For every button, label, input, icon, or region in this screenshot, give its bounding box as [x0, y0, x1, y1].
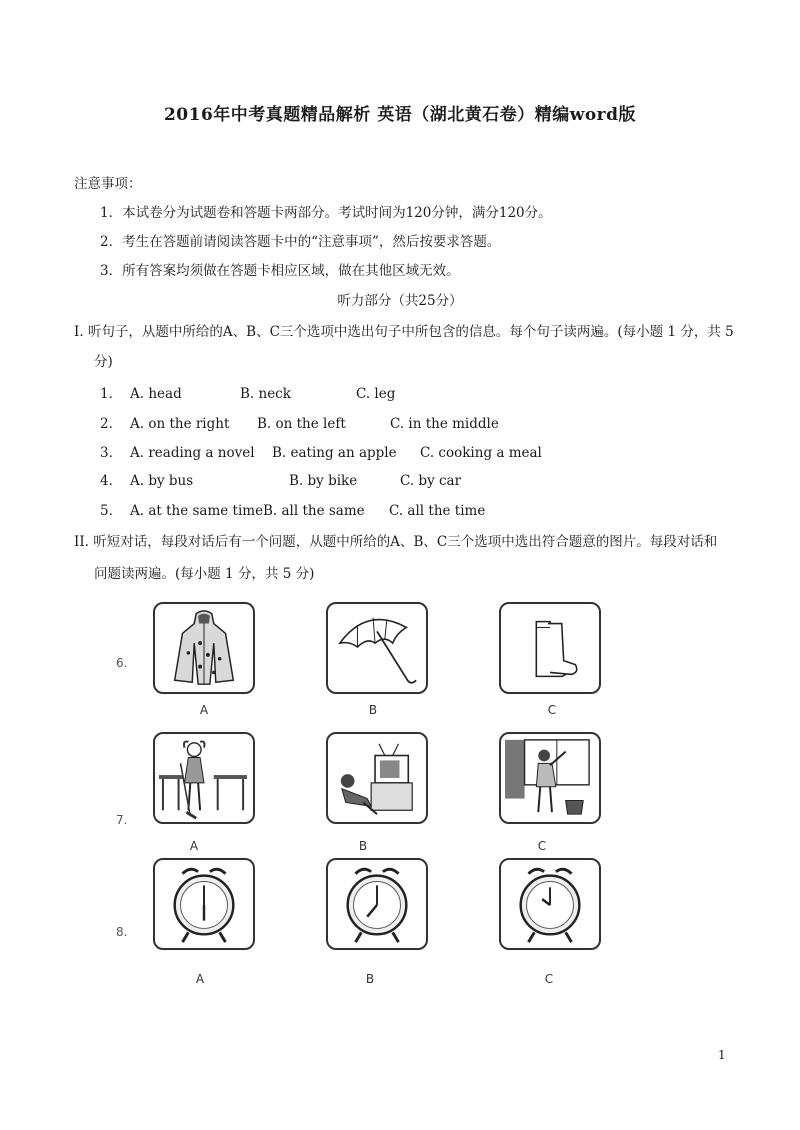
option-8a-picture — [153, 858, 255, 950]
section1-instruction-line1: I. 听句子，从题中所给的A、B、C三个选项中选出句子中所包含的信息。每个句子读两遍。(每小题 1 分，共 5 — [74, 324, 734, 340]
document-title: 2016年中考真题精品解析 英语（湖北黄石卷）精编word版 — [163, 105, 637, 125]
page-number: 1 — [718, 1048, 726, 1062]
note-item-3: 3．所有答案均须做在答题卡相应区域，做在其他区域无效。 — [100, 263, 460, 279]
option-7c-picture — [499, 732, 601, 824]
option-7a-label: A — [189, 839, 199, 853]
option-6a-label: A — [199, 703, 209, 717]
option-7a-picture — [153, 732, 255, 824]
girl-watching-tv-icon — [328, 734, 426, 822]
option-8c-label: C — [544, 972, 554, 986]
question-8-label: 8. — [116, 925, 128, 939]
option-8c-picture — [499, 858, 601, 950]
question-number: 4． — [100, 473, 123, 489]
option-7c-label: C — [537, 839, 547, 853]
question-number: 2． — [100, 416, 123, 432]
section2-instruction-line1: II. 听短对话，每段对话后有一个问题，从题中所给的A、B、C三个选项中选出符合题意的图片。每段对话和 — [74, 534, 718, 550]
listening-heading: 听力部分（共25分） — [337, 293, 463, 309]
option-b: B. neck — [240, 386, 291, 402]
girl-sweeping-icon — [155, 734, 253, 822]
option-7b-label: B — [358, 839, 368, 853]
option-b: B. all the same — [263, 503, 365, 519]
option-b: B. by bike — [289, 473, 358, 489]
question-number: 3． — [100, 445, 123, 461]
option-8b-label: B — [365, 972, 375, 986]
option-6c-picture — [499, 602, 601, 694]
note-item-1: 1．本试卷分为试题卷和答题卡两部分。考试时间为120分钟，满分120分。 — [100, 205, 552, 221]
option-7b-picture — [326, 732, 428, 824]
alarm-clock-icon — [501, 860, 599, 948]
option-6c-label: C — [547, 703, 557, 717]
section1-instruction-line2: 分) — [94, 354, 113, 370]
option-8a-label: A — [195, 972, 205, 986]
option-b: B. eating an apple — [272, 445, 397, 461]
option-c: C. cooking a meal — [420, 445, 542, 461]
notes-heading: 注意事项： — [74, 176, 142, 192]
question-number: 1． — [100, 386, 123, 402]
option-a: A. by bus — [130, 473, 194, 489]
note-item-2: 2．考生在答题前请阅读答题卡中的“注意事项”，然后按要求答题。 — [100, 234, 501, 250]
option-c: C. all the time — [389, 503, 486, 519]
rain-boots-icon — [501, 604, 599, 692]
question-7-label: 7. — [116, 813, 128, 827]
option-6a-picture — [153, 602, 255, 694]
option-a: A. reading a novel — [130, 445, 255, 461]
girl-cleaning-window-icon — [501, 734, 599, 822]
option-6b-picture — [326, 602, 428, 694]
alarm-clock-icon — [328, 860, 426, 948]
alarm-clock-icon — [155, 860, 253, 948]
option-b: B. on the left — [257, 416, 346, 432]
option-6b-label: B — [368, 703, 378, 717]
question-6-label: 6. — [116, 656, 128, 670]
option-c: C. in the middle — [390, 416, 499, 432]
section2-instruction-line2: 问题读两遍。(每小题 1 分，共 5 分) — [94, 566, 315, 582]
option-8b-picture — [326, 858, 428, 950]
option-c: C. by car — [400, 473, 462, 489]
option-c: C. leg — [356, 386, 396, 402]
raincoat-icon — [155, 604, 253, 692]
option-a: A. head — [130, 386, 182, 402]
option-a: A. on the right — [130, 416, 230, 432]
umbrella-icon — [328, 604, 426, 692]
question-number: 5． — [100, 503, 123, 519]
option-a: A. at the same time — [130, 503, 264, 519]
